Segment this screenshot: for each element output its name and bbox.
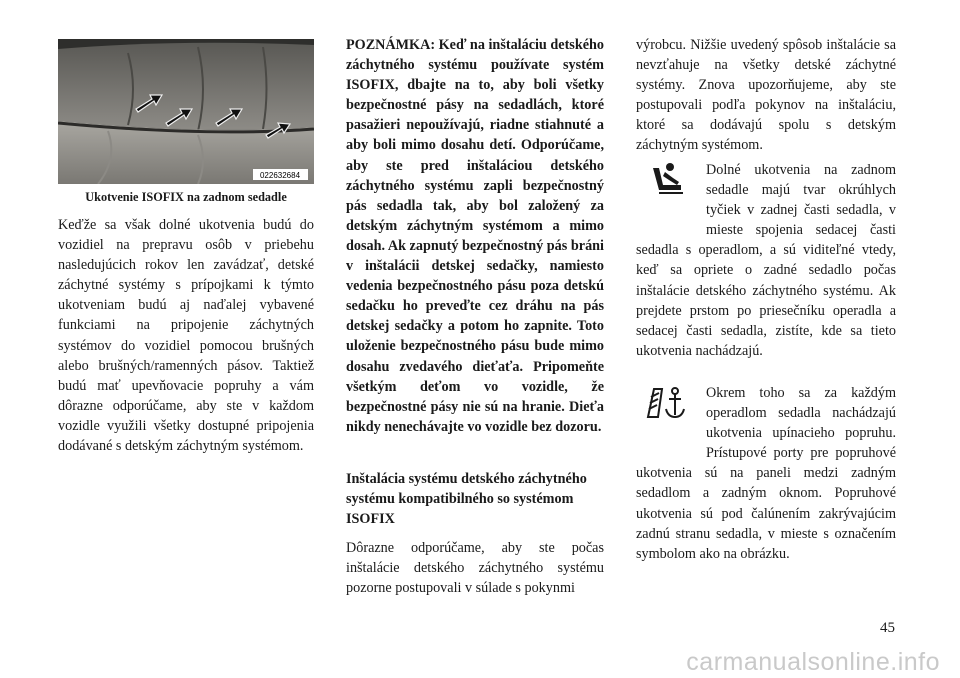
figure-code: 022632684 [259,171,301,180]
tether-anchor-icon [636,383,698,455]
tether-anchor-block [636,383,896,564]
rear-seat-illustration [58,39,314,184]
note-paragraph: POZNÁMKA: Keď na inštaláciu detského záchytného systému používate systém ISOFIX, dbajte na to, aby boli všetky bezpečnostné pásy na sedadlách, ktoré pasažieri nepoužívajú, riadne stiahnuté a aby boli mimo dosahu detí. Odporúčame, aby ste pred inštaláciou detského záchytného systému zapli bezpečnostný pás sedadla tak, aby bol založený za detským záchytným systémom a mimo dosah. Ak zapnutý bezpečnostný pás bráni v inštalácii detskej sedačky, namiesto vedenia bezpečnostného pásu poza detskú sedačku ho preveďte cez dráhu na pás detskej sedačky a potom ho zapnite. Toto uloženie bezpečnostného pásu bude mimo dosahu zvedavého dieťaťa. Pripomeňte všetkým deťom vo vozidle, že bezpečnostné pásy nie sú na hranie. Dieťa nikdy nenechávajte vo vozidle bez dozoru. [346,37,604,435]
figure-caption: Ukotvenie ISOFIX na zadnom sedadle [85,190,287,204]
isofix-child-seat-icon [636,160,698,232]
col3-paragraph-2: Dolné ukotvenia na zadnom sedadle majú tvar okrúhlych tyčiek v zadnej časti sedadla, v mieste spojenia sedacej časti sedadla s operadlom, a sú viditeľné vtedy, keď sa opriete o zadné sedadlo počas inštalácie detského záchytného systému. Ak prejdete prstom po priesečníku operadla a sedacej časti sedadla, zistíte, kde sa tieto ukotvenia nachádzajú. [636,162,896,359]
lower-anchor-block [636,160,896,361]
col3-paragraph-3: Okrem toho sa za každým operadlom sedadla nachádzajú ukotvenia upínacieho popruhu. Prístupové porty pre popruhové ukotvenia sú na paneli medzi zadným sedadlom a zadným oknom. Popruhové ukotvenia sú pod čalúnením zakrývajúcim zadnú stranu sedadla, v mieste s označením symbolom ako na obrázku. [636,385,896,562]
col3-paragraph-1: výrobcu. Nižšie uvedený spôsob inštalácie sa nevzťahuje na všetky detské záchytné systémy. Znova upozorňujeme, aby ste postupovali podľa pokynov na inštaláciu, ktoré sa dodávajú spolu s detským záchytným systémom. [636,37,896,154]
col2-paragraph: Dôrazne odporúčame, aby ste počas inštalácie detského záchytného systému pozorne postupovali v súlade s pokynmi [346,540,604,597]
section-heading: Inštalácia systému detského záchytného systému kompatibilného so systémom ISOFIX [346,471,587,527]
col1-paragraph: Keďže sa však dolné ukotvenia budú do vozidiel na prepravu osôb v priebehu nasledujúcich rokov len zavádzať, detské záchytné systémy s prípojkami k týmto ukotveniam budú aj naďalej vybavené funkciami na pripojenie záchytných systémov do vozidiel pomocou brušných alebo brušných/ramenných pásov. Taktiež budú mať upevňovacie popruhy a vám dôrazne odporúčame, aby ste v každom vozidle využili všetky dostupné pripojenia dodávané s detským záchytným systémom. [58,217,314,455]
page-number: 45 [880,620,895,636]
rear-seat-figure [58,39,314,184]
watermark: carmanualsonline.info [686,648,940,676]
